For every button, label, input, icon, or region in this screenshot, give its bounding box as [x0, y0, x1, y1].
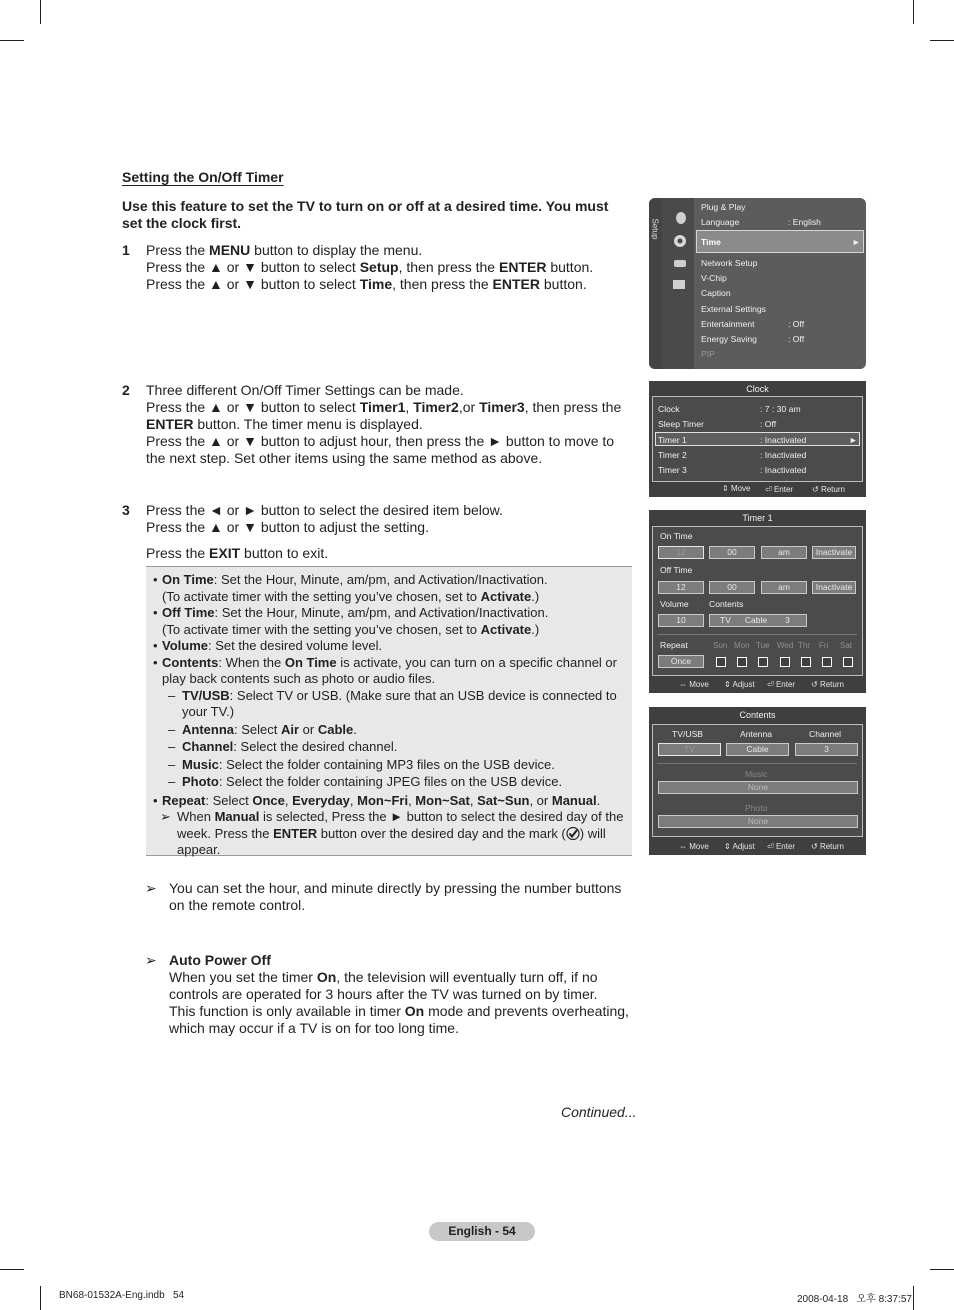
text: Press the ▲ or ▼ button to adjust hour, then press the ► button to move to the next step. Set other items using the same method as above.: [146, 433, 615, 466]
antenna-header: Antenna: [740, 729, 773, 739]
text: Press the ▲ or ▼ button to select: [146, 276, 360, 292]
text: Contents: [162, 654, 219, 670]
footer-adjust: Adjust: [732, 842, 755, 851]
text: : Select the folder containing MP3 files on the USB device.: [218, 756, 555, 772]
note-repeat: [152, 793, 624, 810]
arrow-icon: ➢: [145, 952, 157, 968]
text: is selected, Press the ► button to select the desired day of the week. Press the: [177, 809, 624, 841]
step-1: [122, 242, 634, 302]
intro-text: Use this feature to set the TV to turn on or off at a desired time. You must set the clock first.: [122, 198, 609, 231]
music-field[interactable]: None: [658, 781, 858, 794]
checkbox-thr[interactable]: [801, 657, 811, 667]
continued-label: Continued...: [561, 1104, 637, 1120]
return-icon: ↺: [811, 680, 820, 689]
step-2: [122, 382, 634, 472]
note-channel: [152, 739, 624, 756]
clock-row-value: : 7 : 30 am: [760, 404, 801, 414]
note-tv-usb: [152, 688, 624, 721]
text: ENTER: [492, 276, 540, 292]
text: EXIT: [209, 545, 241, 561]
arrow-icon: ➢: [145, 880, 157, 896]
text: .: [353, 721, 357, 737]
text: Sat~Sun: [477, 792, 530, 808]
text: Press the: [146, 545, 210, 561]
text: button over the desired day and the mark (: [317, 825, 566, 841]
day-mon: Mon: [734, 641, 750, 650]
off-minute-field[interactable]: 00: [709, 581, 755, 594]
text: : Select: [234, 721, 281, 737]
note-manual: [152, 809, 624, 859]
day-sat: Sat: [840, 641, 853, 650]
off-time-label: Off Time: [660, 565, 693, 575]
text: Time: [359, 276, 393, 292]
crop-mark: [913, 1286, 914, 1310]
timer2-label[interactable]: Timer 2: [658, 450, 687, 460]
footer-return: Return: [819, 680, 844, 689]
text: ,: [405, 399, 414, 415]
language-value: : English: [788, 217, 821, 227]
channel-header: Channel: [809, 729, 842, 739]
clock-title: Clock: [746, 384, 769, 394]
repeat-field[interactable]: Once: [658, 655, 704, 668]
footer-move: Move: [689, 680, 709, 689]
footer-return: Return: [820, 485, 845, 494]
step-number: 2: [122, 382, 130, 398]
text: Manual: [214, 809, 260, 824]
divider: [657, 634, 857, 635]
text: Photo: [182, 774, 219, 789]
timer3-label[interactable]: Timer 3: [658, 465, 687, 475]
dash: –: [168, 756, 176, 772]
application-icon: [673, 280, 685, 289]
text: Press the ▲ or ▼ button to select: [146, 259, 360, 275]
text: On Time: [284, 654, 337, 670]
on-activate-field[interactable]: Inactivate: [812, 546, 856, 559]
text: TV/USB: [182, 687, 230, 703]
menu-item-time[interactable]: Time: [701, 237, 721, 247]
text: , then press the: [392, 276, 493, 292]
section-heading: Setting the On/Off Timer: [122, 169, 284, 185]
text: button to display the menu.: [250, 242, 423, 258]
text: When you set the timer: [169, 969, 317, 985]
off-hour-field[interactable]: 12: [658, 581, 704, 594]
text: : Select: [205, 792, 253, 808]
setup-side-label: Setup: [650, 218, 660, 240]
text: ENTER: [499, 259, 547, 275]
text: is activate, you can turn on a specific channel or play back contents such as photo or audio files.: [162, 654, 617, 686]
contents-label: Contents: [709, 599, 744, 609]
menu-item-energy-saving[interactable]: Energy Saving: [701, 334, 757, 344]
contents-channel: 3: [785, 615, 790, 625]
text: Press the ▲ or ▼ button to adjust the setting.: [146, 519, 429, 535]
text: or: [299, 721, 318, 737]
note-on-time: [152, 572, 624, 605]
divider: [657, 763, 857, 764]
timer2-value: : Inactivated: [760, 450, 807, 460]
note-off-time: [152, 605, 624, 638]
text: : Set the Hour, Minute, am/pm, and Activation/Inactivation.: [214, 605, 549, 620]
menu-item-plug-play[interactable]: Plug & Play: [701, 202, 746, 212]
text: .): [531, 621, 540, 637]
note-photo: [152, 774, 624, 791]
text: Press the ◄ or ► button to select the desired item below.: [146, 502, 503, 518]
footer-enter: Enter: [773, 485, 794, 494]
checkbox-mon[interactable]: [737, 657, 747, 667]
menu-item-v-chip[interactable]: V-Chip: [701, 273, 727, 283]
text: You can set the hour, and minute directly by pressing the number buttons on the remote control.: [169, 880, 622, 913]
input-icon: [674, 260, 686, 267]
text: Everyday: [292, 792, 350, 808]
enter-icon: ⏎: [767, 842, 776, 851]
adjust-icon: ⇕: [724, 680, 733, 689]
text: Auto Power Off: [169, 952, 271, 968]
move-icon: ⇔: [679, 842, 690, 851]
footer-file: BN68-01532A-Eng.indb 54: [59, 1290, 185, 1301]
dash: –: [168, 774, 176, 789]
text: .): [531, 588, 540, 604]
text: : When the: [218, 654, 285, 670]
crop-mark: [930, 1269, 954, 1270]
contents-title: Contents: [739, 710, 776, 720]
day-thr: Thr: [798, 641, 810, 650]
menu-item-pip: PIP: [701, 349, 715, 359]
footer-enter: Enter: [775, 680, 796, 689]
music-label: Music: [745, 769, 768, 779]
crop-mark: [0, 1269, 24, 1270]
text: ) will appear.: [177, 825, 606, 857]
footer-timestamp: 2008-04-18 오후 8:37:57: [797, 1294, 912, 1305]
text: button to exit.: [240, 545, 329, 561]
text: , then press the: [524, 399, 622, 415]
contents-antenna: Cable: [744, 615, 768, 625]
step-3: [122, 502, 634, 564]
footer-move: Move: [689, 842, 709, 851]
text: Manual: [551, 792, 597, 808]
text: ,: [469, 792, 478, 808]
repeat-label: Repeat: [660, 640, 688, 650]
dash: –: [168, 721, 176, 737]
text: Repeat: [162, 792, 206, 808]
text: Volume: [162, 638, 208, 653]
footer-move: Move: [730, 484, 751, 493]
page-number-badge: English - 54: [429, 1222, 535, 1241]
text: : Select TV or USB. (Make sure that an USB device is connected to your TV.): [182, 687, 617, 719]
on-time-label: On Time: [660, 531, 693, 541]
text: Setup: [359, 259, 399, 275]
text: (To activate timer with the setting you’ve chosen, set to: [162, 588, 481, 604]
menu-item-entertainment[interactable]: Entertainment: [701, 319, 755, 329]
text: , or: [529, 792, 552, 808]
text: Air: [280, 721, 300, 737]
adjust-icon: ⇕: [724, 842, 733, 851]
menu-item-language[interactable]: Language: [701, 217, 740, 227]
tv-usb-field[interactable]: TV: [658, 743, 721, 756]
text: Press the ▲ or ▼ button to select: [146, 399, 360, 415]
timer1-value: : Inactivated: [760, 435, 807, 445]
antenna-field[interactable]: Cable: [726, 743, 789, 756]
checkbox-sun[interactable]: [716, 657, 726, 667]
text: Cable: [317, 721, 354, 737]
off-ampm-field[interactable]: am: [761, 581, 807, 594]
step-number: 1: [122, 242, 130, 258]
text: Music: [182, 756, 219, 772]
tv-usb-header: TV/USB: [672, 729, 704, 739]
dash: –: [168, 687, 176, 703]
checkbox-fri[interactable]: [822, 657, 832, 667]
text: button.: [546, 259, 594, 275]
text: This function is only available in timer: [169, 1003, 405, 1019]
text: Off Time: [162, 605, 215, 620]
enter-icon: ⏎: [767, 680, 776, 689]
text: ,: [408, 792, 416, 808]
off-activate-field[interactable]: Inactivate: [812, 581, 856, 594]
text: Mon~Sat: [415, 792, 470, 808]
checkbox-sat[interactable]: [843, 657, 853, 667]
return-icon: ↺: [811, 842, 820, 851]
text: : Set the desired volume level.: [208, 638, 383, 653]
right-arrow-icon: ►: [852, 237, 861, 247]
text: Three different On/Off Timer Settings can be made.: [146, 382, 464, 398]
text: ,: [284, 792, 293, 808]
arrow-icon: ➢: [160, 809, 171, 824]
tip-number-buttons: [145, 880, 635, 914]
move-icon: ⇔: [679, 680, 690, 689]
text: Once: [252, 792, 285, 808]
note-volume: [152, 638, 624, 655]
crop-mark: [0, 40, 24, 41]
right-arrow-icon: ►: [849, 435, 858, 445]
picture-icon: [676, 212, 686, 224]
text: : Select the desired channel.: [233, 739, 398, 754]
crop-mark: [40, 1286, 41, 1310]
check-mark-icon: [566, 827, 580, 840]
text: ENTER: [273, 825, 318, 841]
channel-field[interactable]: 3: [795, 743, 858, 756]
photo-label: Photo: [745, 803, 768, 813]
text: ,: [349, 792, 358, 808]
text: When: [177, 809, 215, 824]
dash: –: [168, 739, 176, 754]
text: On: [404, 1003, 425, 1019]
timer1-title: Timer 1: [742, 513, 773, 523]
text: MENU: [209, 242, 251, 258]
menu-item-caption[interactable]: Caption: [701, 288, 731, 298]
text: .: [596, 792, 601, 808]
text: Timer1: [359, 399, 406, 415]
text: Activate: [480, 621, 532, 637]
text: Activate: [480, 588, 532, 604]
setup-selected-row[interactable]: [696, 230, 864, 253]
text: mode and prevents overheating, which may occur if a TV is on for too long time.: [169, 1003, 629, 1036]
on-minute-field[interactable]: 00: [709, 546, 755, 559]
crop-mark: [40, 0, 41, 24]
crop-mark: [913, 0, 914, 24]
text: Channel: [182, 739, 234, 754]
text: : Set the Hour, Minute, am/pm, and Activation/Inactivation.: [213, 572, 548, 587]
text: On Time: [162, 572, 214, 587]
text: (To activate timer with the setting you’ve chosen, set to: [162, 621, 481, 637]
text: Timer3: [479, 399, 525, 415]
day-fri: Fri: [819, 641, 829, 650]
text: Press the: [146, 242, 210, 258]
on-ampm-field[interactable]: am: [761, 546, 807, 559]
contents-menu-screen: [649, 707, 866, 855]
setup-menu-screen: [649, 198, 866, 369]
clock-menu-screen: [649, 381, 866, 497]
tip-auto-power-off: [145, 952, 635, 1037]
text: , the television will eventually turn off, if no controls are operated for 3 hours after the TV was turned on by timer.: [169, 969, 598, 1002]
timer1-menu-screen: [649, 510, 866, 693]
text: Antenna: [182, 721, 234, 737]
day-tue: Tue: [756, 641, 770, 650]
checkbox-tue[interactable]: [758, 657, 768, 667]
day-wed: Wed: [777, 641, 794, 650]
energy-saving-value: : Off: [788, 334, 805, 344]
menu-item-external-settings[interactable]: External Settings: [701, 304, 766, 314]
entertainment-value: : Off: [788, 319, 805, 329]
footer-return: Return: [819, 842, 844, 851]
setup-gear-icon: [672, 233, 688, 249]
enter-icon: ⏎: [765, 485, 774, 494]
text: On: [316, 969, 337, 985]
sleep-timer-value: : Off: [760, 419, 777, 429]
return-icon: ↺: [812, 485, 821, 494]
text: , then press the: [398, 259, 499, 275]
checkbox-wed[interactable]: [780, 657, 790, 667]
text: : Select the folder containing JPEG files on the USB device.: [218, 774, 563, 789]
move-icon: ⇕: [722, 484, 731, 493]
volume-field[interactable]: 10: [658, 614, 704, 627]
text: ENTER: [146, 416, 194, 432]
notes-box: [146, 566, 632, 856]
menu-item-network-setup[interactable]: Network Setup: [701, 258, 758, 268]
note-contents: [152, 655, 624, 688]
timer3-value: : Inactivated: [760, 465, 807, 475]
footer-enter: Enter: [775, 842, 796, 851]
contents-source: TV: [720, 615, 731, 625]
on-hour-field[interactable]: 12: [658, 546, 704, 559]
text: ,or: [458, 399, 480, 415]
crop-mark: [930, 40, 954, 41]
photo-field[interactable]: None: [658, 815, 858, 828]
note-antenna: [152, 722, 624, 739]
text: Mon~Fri: [357, 792, 409, 808]
timer1-label[interactable]: Timer 1: [658, 435, 687, 445]
text: button.: [540, 276, 587, 292]
clock-row-label[interactable]: Clock: [658, 404, 680, 414]
text: Timer2: [413, 399, 459, 415]
text: button. The timer menu is displayed.: [193, 416, 423, 432]
note-music: [152, 757, 624, 774]
step-number: 3: [122, 502, 130, 518]
contents-field[interactable]: [709, 614, 807, 627]
footer-adjust: Adjust: [732, 680, 755, 689]
volume-label: Volume: [660, 599, 689, 609]
day-sun: Sun: [713, 641, 728, 650]
sleep-timer-label[interactable]: Sleep Timer: [658, 419, 704, 429]
